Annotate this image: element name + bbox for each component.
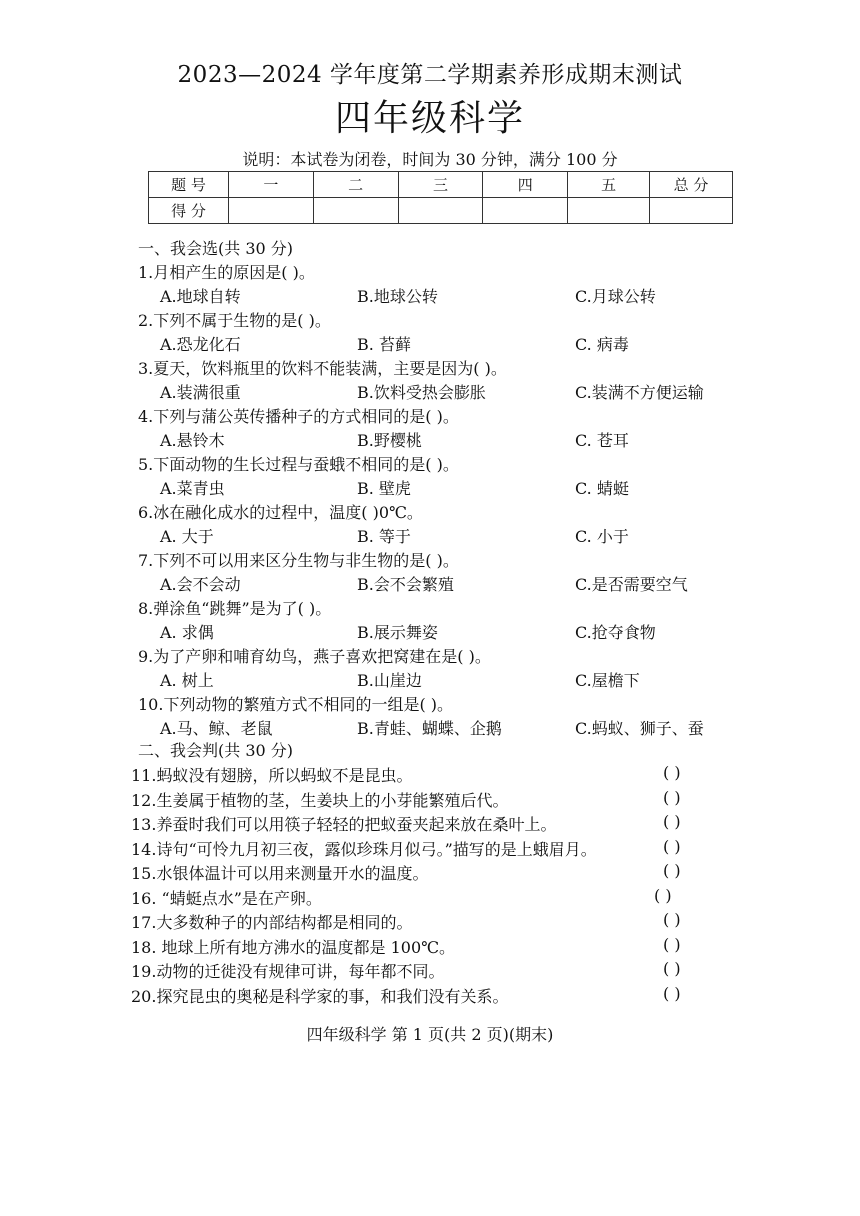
section-one-title: 一、我会选(共 30 分) [138, 239, 294, 258]
judgment-item: 14.诗句“可怜九月初三夜，露似珍珠月似弓。”描写的是上蛾眉月。 [131, 839, 597, 859]
score-header-cell: 五 [568, 172, 650, 198]
answer-paren[interactable]: ( ) [663, 763, 681, 782]
score-cell[interactable] [228, 198, 313, 224]
option-c[interactable]: C.是否需要空气 [575, 575, 688, 594]
question-text: 3.夏天，饮料瓶里的饮料不能装满，主要是因为( )。 [138, 359, 507, 378]
judgment-item: 19.动物的迁徙没有规律可讲，每年都不同。 [131, 962, 445, 981]
option-b[interactable]: B.饮料受热会膨胀 [357, 383, 486, 402]
answer-paren[interactable]: ( ) [663, 861, 681, 880]
option-a[interactable]: A.恐龙化石 [160, 335, 241, 354]
option-a[interactable]: A.菜青虫 [160, 479, 225, 498]
question-text: 1.月相产生的原因是( )。 [138, 263, 315, 282]
option-a[interactable]: A.装满很重 [160, 383, 241, 402]
answer-paren[interactable]: ( ) [663, 983, 681, 1003]
judgment-item: 15.水银体温计可以用来测量开水的温度。 [131, 864, 429, 883]
question-text: 2.下列不属于生物的是( )。 [138, 311, 331, 330]
option-c[interactable]: C. 蜻蜓 [575, 479, 629, 498]
score-table-score-row [149, 198, 733, 224]
question-text: 4.下列与蒲公英传播种子的方式相同的是( )。 [138, 407, 459, 426]
question-text: 8.弹涂鱼“跳舞”是为了( )。 [138, 599, 332, 618]
option-a[interactable]: A.会不会动 [160, 575, 241, 594]
option-c[interactable]: C. 病毒 [575, 335, 629, 354]
option-b[interactable]: B.展示舞姿 [357, 623, 438, 642]
option-c[interactable]: C. 苍耳 [575, 431, 629, 450]
question-text: 6.冰在融化成水的过程中，温度( )0℃。 [138, 503, 423, 522]
option-b[interactable]: B.野樱桃 [357, 431, 422, 450]
option-a[interactable]: A. 树上 [160, 671, 214, 690]
option-c[interactable]: C.蚂蚁、狮子、蚕 [575, 719, 704, 738]
option-c[interactable]: C.装满不方便运输 [575, 383, 704, 402]
option-b[interactable]: B.山崖边 [357, 671, 422, 690]
option-a[interactable]: A.悬铃木 [160, 431, 225, 450]
section-two-title: 二、我会判(共 30 分) [138, 741, 294, 760]
score-cell[interactable] [398, 198, 483, 224]
option-b[interactable]: B. 壁虎 [357, 479, 411, 498]
option-b[interactable]: B. 苔藓 [357, 335, 411, 354]
option-c[interactable]: C.月球公转 [575, 287, 656, 306]
score-row-label: 得 分 [149, 198, 229, 224]
option-a[interactable]: A. 大于 [160, 527, 214, 546]
question-text: 5.下面动物的生长过程与蚕蛾不相同的是( )。 [138, 455, 459, 474]
question-text: 7.下列不可以用来区分生物与非生物的是( )。 [138, 551, 459, 570]
option-a[interactable]: A.马、鲸、老鼠 [160, 719, 273, 738]
exam-title: 2023—2024 学年度第二学期素养形成期末测试 [177, 62, 683, 88]
score-header-cell: 三 [398, 172, 483, 198]
answer-paren[interactable]: ( ) [663, 787, 681, 807]
score-table [148, 171, 733, 224]
score-cell[interactable] [568, 198, 650, 224]
option-a[interactable]: A.地球自转 [160, 287, 241, 306]
score-header-cell: 题 号 [149, 172, 229, 198]
answer-paren[interactable]: ( ) [663, 812, 681, 831]
option-b[interactable]: B.青蛙、蝴蝶、企鹅 [357, 719, 502, 738]
score-table-header-row [149, 172, 733, 198]
answer-paren[interactable]: ( ) [663, 836, 681, 856]
subject-title: 四年级科学 [334, 98, 525, 139]
score-header-cell: 一 [228, 172, 313, 198]
judgment-item: 18. 地球上所有地方沸水的温度都是 100℃。 [131, 937, 456, 957]
option-c[interactable]: C.屋檐下 [575, 671, 640, 690]
page-footer: 四年级科学 第 1 页(共 2 页)(期末) [306, 1025, 554, 1044]
judgment-item: 13.养蚕时我们可以用筷子轻轻的把蚁蚕夹起来放在桑叶上。 [131, 815, 557, 834]
question-text: 9.为了产卵和哺育幼鸟，燕子喜欢把窝建在是( )。 [138, 647, 491, 666]
question-text: 10.下列动物的繁殖方式不相同的一组是( )。 [138, 695, 454, 714]
answer-paren[interactable]: ( ) [663, 959, 681, 978]
judgment-item: 20.探究昆虫的奥秘是科学家的事，和我们没有关系。 [131, 986, 509, 1006]
judgment-item: 12.生姜属于植物的茎，生姜块上的小芽能繁殖后代。 [131, 790, 509, 810]
exam-instructions: 说明：本试卷为闭卷，时间为 30 分钟，满分 100 分 [242, 150, 618, 169]
score-cell[interactable] [313, 198, 398, 224]
option-b[interactable]: B.地球公转 [357, 287, 438, 306]
score-cell[interactable] [483, 198, 568, 224]
score-header-cell: 二 [313, 172, 398, 198]
judgment-item: 11.蚂蚁没有翅膀，所以蚂蚁不是昆虫。 [131, 766, 413, 785]
option-a[interactable]: A. 求偶 [160, 623, 214, 642]
answer-paren[interactable]: ( ) [663, 934, 681, 954]
score-header-cell: 四 [483, 172, 568, 198]
score-header-cell: 总 分 [650, 172, 733, 198]
judgment-item: 17.大多数种子的内部结构都是相同的。 [131, 913, 413, 932]
judgment-item: 16. “蜻蜓点水”是在产卵。 [131, 888, 322, 908]
option-c[interactable]: C.抢夺食物 [575, 623, 656, 642]
score-cell[interactable] [650, 198, 733, 224]
option-c[interactable]: C. 小于 [575, 527, 629, 546]
answer-paren[interactable]: ( ) [663, 910, 681, 929]
option-b[interactable]: B. 等于 [357, 527, 411, 546]
option-b[interactable]: B.会不会繁殖 [357, 575, 454, 594]
answer-paren[interactable]: ( ) [654, 885, 672, 905]
